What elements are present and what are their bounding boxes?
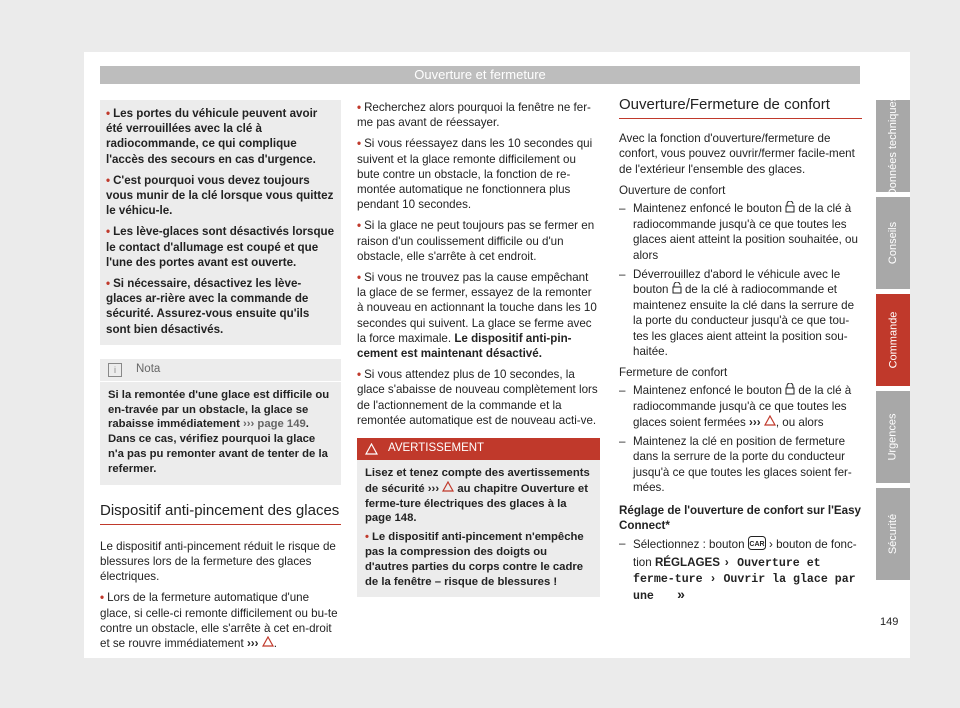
page-number: 149 bbox=[880, 616, 899, 628]
list-item: Si la glace ne peut toujours pas se fermer en raison d'un coulissement difficile ou d'un obstacle, elle s'arrête à cet endroit. bbox=[357, 219, 595, 263]
column-2 bbox=[357, 100, 600, 597]
reference-arrows[interactable]: ››› bbox=[246, 637, 259, 651]
warning-label: AVERTISSEMENT bbox=[388, 442, 485, 455]
unlock-icon bbox=[785, 201, 795, 217]
list-item: Si vous ne trouvez pas la cause empêchant la glace de se fermer, essayez de la remonter à nouveau en actionnant la touche dans les 10 secondes qui suivent. La glace se ferme avec la force maximale. bbox=[357, 271, 597, 345]
list-item-bold: Le dispositif anti-pin-cement est maintenant désactivé. bbox=[357, 331, 572, 361]
list-item: – Sélectionnez : bouton CAR › bouton de fonc-tion RÉGLAGES › Ouverture et ferme-ture › Ouvrir la glace par une » bbox=[619, 537, 857, 604]
section-intro: Le dispositif anti-pincement réduit le risque de blessures lors de la fermeture des glaces électriques. bbox=[100, 539, 336, 584]
section-intro: Avec la fonction d'ouverture/fermeture de confort, vous pouvez ouvrir/fermer facile-ment de l'extérieur l'ensemble des glaces. bbox=[619, 132, 855, 176]
list-item: – Maintenez enfoncé le bouton de la clé à radiocommande jusqu'à ce que toutes les glaces aient atteint la position souhaitée, ou alors bbox=[619, 202, 858, 262]
list-item: Les lève-glaces sont désactivés lorsque le contact d'allumage est coupé et que l'une des portes avant est ouverte. bbox=[106, 225, 335, 269]
note-label: Nota bbox=[136, 363, 161, 376]
warning-text: Lisez et tenez compte des avertissements de sécurité bbox=[365, 467, 590, 495]
subheading: Fermeture de confort bbox=[619, 366, 728, 380]
warning-text-end: au chapitre Ouverture et ferme-ture électriques des glaces à la page 148. bbox=[365, 482, 588, 525]
reference-arrows[interactable]: ››› bbox=[427, 482, 440, 495]
list-item: – Maintenez enfoncé le bouton de la clé à radiocommande jusqu'à ce que toutes les glaces soient fermées ››› , ou alors bbox=[619, 384, 852, 429]
continue-arrow: » bbox=[677, 586, 685, 603]
warning-icon bbox=[365, 443, 378, 455]
page-header: Ouverture et fermeture bbox=[100, 66, 860, 84]
column-3 bbox=[619, 97, 862, 608]
warning-icon bbox=[262, 636, 274, 651]
bullet-icon: • bbox=[365, 531, 369, 544]
bullet-icon: • bbox=[106, 225, 111, 239]
tab-donnees-techniques[interactable]: Données techniques bbox=[876, 100, 910, 192]
note-text: Si la remontée d'une glace est difficile ou en-travée par un obstacle, la glace se rabaisse immédiatement bbox=[108, 388, 330, 431]
list-item: Lors de la fermeture automatique d'une glace, si celle-ci remonte difficilement ou bu-te contre un obstacle, elle s'arrête à cet en-droit et se rouvre immédiatement bbox=[100, 591, 338, 651]
list-item: Recherchez alors pourquoi la fenêtre ne fer-me pas avant de réessayer. bbox=[357, 101, 591, 130]
tab-urgences[interactable]: Urgences bbox=[876, 391, 910, 483]
svg-text:CAR: CAR bbox=[749, 541, 765, 549]
info-icon: i bbox=[108, 363, 122, 377]
safety-box bbox=[100, 100, 341, 345]
list-item: Si vous attendez plus de 10 secondes, la glace s'abaisse de nouveau complètement lors de l'actionnement de la commande et la remontée automatique est de nouveau acti-ve. bbox=[357, 368, 598, 427]
warning-icon bbox=[764, 415, 776, 430]
bullet-icon: • bbox=[357, 101, 362, 114]
section-title: Ouverture/Fermeture de confort bbox=[619, 97, 862, 119]
section-title: Dispositif anti-pincement des glaces bbox=[100, 503, 341, 525]
bullet-icon: • bbox=[106, 173, 111, 187]
warning-bullet: Le dispositif anti-pincement n'empêche pas la compression des doigts ou d'autres parties du corps contre le cadre de la fenêtre – risque de blessures ! bbox=[365, 531, 584, 588]
warning-icon bbox=[442, 481, 454, 497]
list-item: C'est pourquoi vous devez toujours vous munir de la clé lorsque vous quittez le véhicu-le. bbox=[106, 173, 334, 218]
bullet-icon: • bbox=[100, 591, 105, 605]
tab-conseils[interactable]: Conseils bbox=[876, 197, 910, 289]
subheading: Ouverture de confort bbox=[619, 183, 726, 197]
list-item: Si vous réessayez dans les 10 secondes qui suivent et la glace remonte difficilement ou bute contre un obstacle, la fonction de re-montée automatique ne fonctionnera plus pendant 10 secondes. bbox=[357, 137, 593, 212]
list-item: Les portes du véhicule peuvent avoir été verrouillées avec la clé à radiocommande, ce qui complique l'accès des secours en cas d'urgence. bbox=[106, 107, 318, 166]
lock-icon bbox=[785, 383, 795, 399]
list-item: – Maintenez la clé en position de fermeture dans la serrure de la porte du conducteur jusqu'à ce que toutes les glaces soient fer-mées. bbox=[619, 435, 852, 494]
tab-commande[interactable]: Commande bbox=[876, 294, 910, 386]
bullet-icon: • bbox=[357, 219, 362, 233]
page-link[interactable]: ››› page 149 bbox=[243, 418, 306, 431]
note-box bbox=[100, 359, 341, 485]
car-button-icon bbox=[748, 536, 766, 554]
menu-path: › Ouverture et ferme-ture › Ouvrir la glace par une bbox=[633, 556, 856, 604]
bullet-icon: • bbox=[106, 277, 111, 291]
bullet-icon: • bbox=[106, 107, 111, 120]
reference-arrows[interactable]: ››› bbox=[749, 415, 761, 429]
unlock-icon bbox=[672, 282, 682, 298]
note-text-end: . Dans ce cas, vérifiez pourquoi la glace n'a pas pu remonter avant de tenter de la refermer. bbox=[108, 418, 328, 475]
subheading: Réglage de l'ouverture de confort sur l'Easy Connect* bbox=[619, 504, 861, 533]
list-item: – Déverrouillez d'abord le véhicule avec le bouton de la clé à radiocommande et maintenez ensuite la clé dans la serrure de la porte du conducteur jusqu'à ce que tou-tes les glaces aient atteint la position sou-haitée. bbox=[619, 267, 855, 358]
warning-box bbox=[357, 438, 600, 597]
bullet-icon: • bbox=[357, 137, 362, 151]
tab-securite[interactable]: Sécurité bbox=[876, 488, 910, 580]
bullet-icon: • bbox=[357, 271, 362, 285]
bullet-icon: • bbox=[357, 368, 362, 382]
settings-label: RÉGLAGES bbox=[654, 555, 720, 569]
list-item: Si nécessaire, désactivez les lève-glaces ar-rière avec la commande de sécurité. Assurez-vous ensuite qu'ils sont bien désactivés. bbox=[106, 277, 310, 336]
column-1: • Les portes du véhicule peuvent avoir été verrouillées avec la clé à radiocommande, ce qui complique l'accès des secours en cas d'urgence. • C'est pourquoi vous devez toujours vous munir de la clé lorsque vous quittez le véhicu-le. • Les lève-glaces sont désactivés lorsque le contact d'allumage est coupé et que l'une des portes avant est ouverte. • Si nécessaire, désactivez les lève-glaces ar-rière avec la commande de sécurité. Assurez-vous ensuite qu'ils sont bien désactivés. i Nota Si la remontée d'une glace est difficile ou en-travée par un obstacle, la glace se rabaisse immédiatement ››› page 149. Dans ce cas, vérifiez pourquoi la glace n'a pas pu remonter avant de tenter de la refermer. Dispositif anti-pincement des glaces Le dispositif anti-pincement réduit le risque de blessures lors de la fermeture des glaces électriques. • Lors de la fermeture automatique d'une glace, si celle-ci remonte difficilement ou bu-te contre un obstacle, elle s'arrête à cet en-droit et se rouvre immédiatement ››› . bbox=[100, 100, 341, 658]
